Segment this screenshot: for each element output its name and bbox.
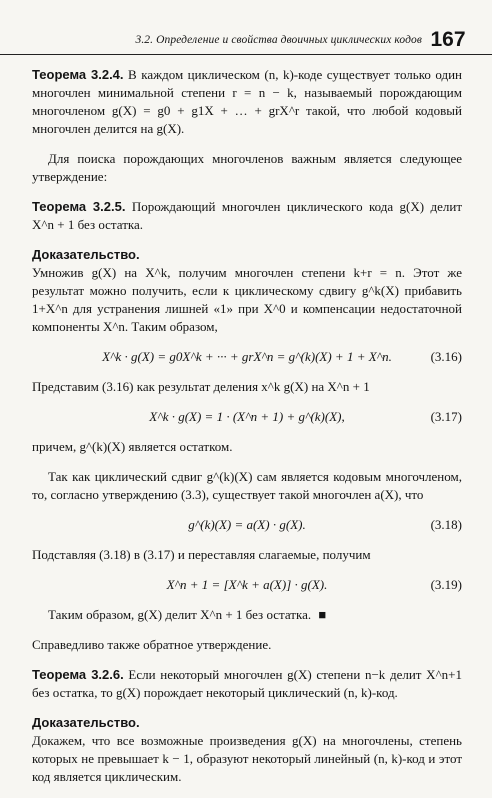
equation-number: (3.18) <box>430 517 462 532</box>
paragraph-substitution: Подставляя (3.18) в (3.17) и переставляя слагаемые, получим <box>32 547 371 562</box>
equation-body: X^k · g(X) = g0X^k + ··· + grX^n = g^(k)(X) + 1 + X^n. <box>102 349 392 364</box>
theorem-3-2-5 <box>32 198 462 234</box>
paragraph-representation: Представим (3.16) как результат деления x^k g(X) на X^n + 1 <box>32 379 370 394</box>
page-body <box>32 66 462 798</box>
conclusion-text: Таким образом, g(X) делит X^n + 1 без остатка. <box>48 607 312 622</box>
theorem-heading: Теорема 3.2.4. <box>32 67 124 82</box>
paragraph-intro: Для поиска порождающих многочленов важным является следующее утверждение: <box>32 151 462 184</box>
theorem-text: В каждом циклическом (n, k)-коде существует только один многочлен минимальной степени r = n − k, называемый порождающим многочленом g(X) = g0 + g1X + … + grX^r такой, что любой кодовый многочлен делится на g(X). <box>32 67 462 136</box>
equation-3-16 <box>32 348 462 366</box>
proof-2 <box>32 714 462 786</box>
proof-text: Умножив g(X) на X^k, получим многочлен степени k+r = n. Этот же результат можно получить, если к циклическому сдвигу g^k(X) прибавить 1+X^n для устранения лишней «1» при X^0 и компенсации недостаточной компоненты X^n. Таким образом, <box>32 265 462 334</box>
proof-1 <box>32 246 462 336</box>
running-head: 3.2. Определение и свойства двоичных циклических кодов <box>135 34 422 46</box>
equation-body: g^(k)(X) = a(X) · g(X). <box>188 517 306 532</box>
paragraph-conclusion <box>32 606 462 624</box>
equation-number: (3.17) <box>430 409 462 424</box>
paragraph-converse: Справедливо также обратное утверждение. <box>32 637 272 652</box>
equation-3-18 <box>32 516 462 534</box>
equation-body: X^n + 1 = [X^k + a(X)] · g(X). <box>166 577 328 592</box>
theorem-heading: Теорема 3.2.5. <box>32 199 126 214</box>
proof-heading: Доказательство. <box>32 715 140 730</box>
qed-symbol: ■ <box>318 607 327 622</box>
theorem-heading: Теорема 3.2.6. <box>32 667 124 682</box>
equation-body: X^k · g(X) = 1 · (X^n + 1) + g^(k)(X), <box>149 409 345 424</box>
paragraph-remainder: причем, g^(k)(X) является остатком. <box>32 439 233 454</box>
theorem-text: Порождающий многочлен циклического кода g(X) делит X^n + 1 без остатка. <box>32 199 463 232</box>
proof-heading: Доказательство. <box>32 247 140 262</box>
equation-3-17 <box>32 408 462 426</box>
theorem-3-2-4 <box>32 66 462 138</box>
proof-text: Докажем, что все возможные произведения g(X) на многочлены, степень которых не превышает k − 1, образуют некоторый линейный (n, k)-код и этот код является циклическим. <box>32 733 462 784</box>
paragraph-cyclic: Так как циклический сдвиг g^(k)(X) сам является кодовым многочленом, то, согласно утверждению (3.3), существует такой многочлен a(X), что <box>32 469 462 502</box>
theorem-text: Если некоторый многочлен g(X) степени n−k делит X^n+1 без остатка, то g(X) порождает некоторый циклический (n, k)-код. <box>32 667 463 700</box>
equation-number: (3.16) <box>430 349 462 364</box>
equation-3-19 <box>32 576 462 594</box>
page-header <box>0 26 492 55</box>
page-number: 167 <box>430 28 466 51</box>
equation-number: (3.19) <box>430 577 462 592</box>
theorem-3-2-6 <box>32 666 462 702</box>
